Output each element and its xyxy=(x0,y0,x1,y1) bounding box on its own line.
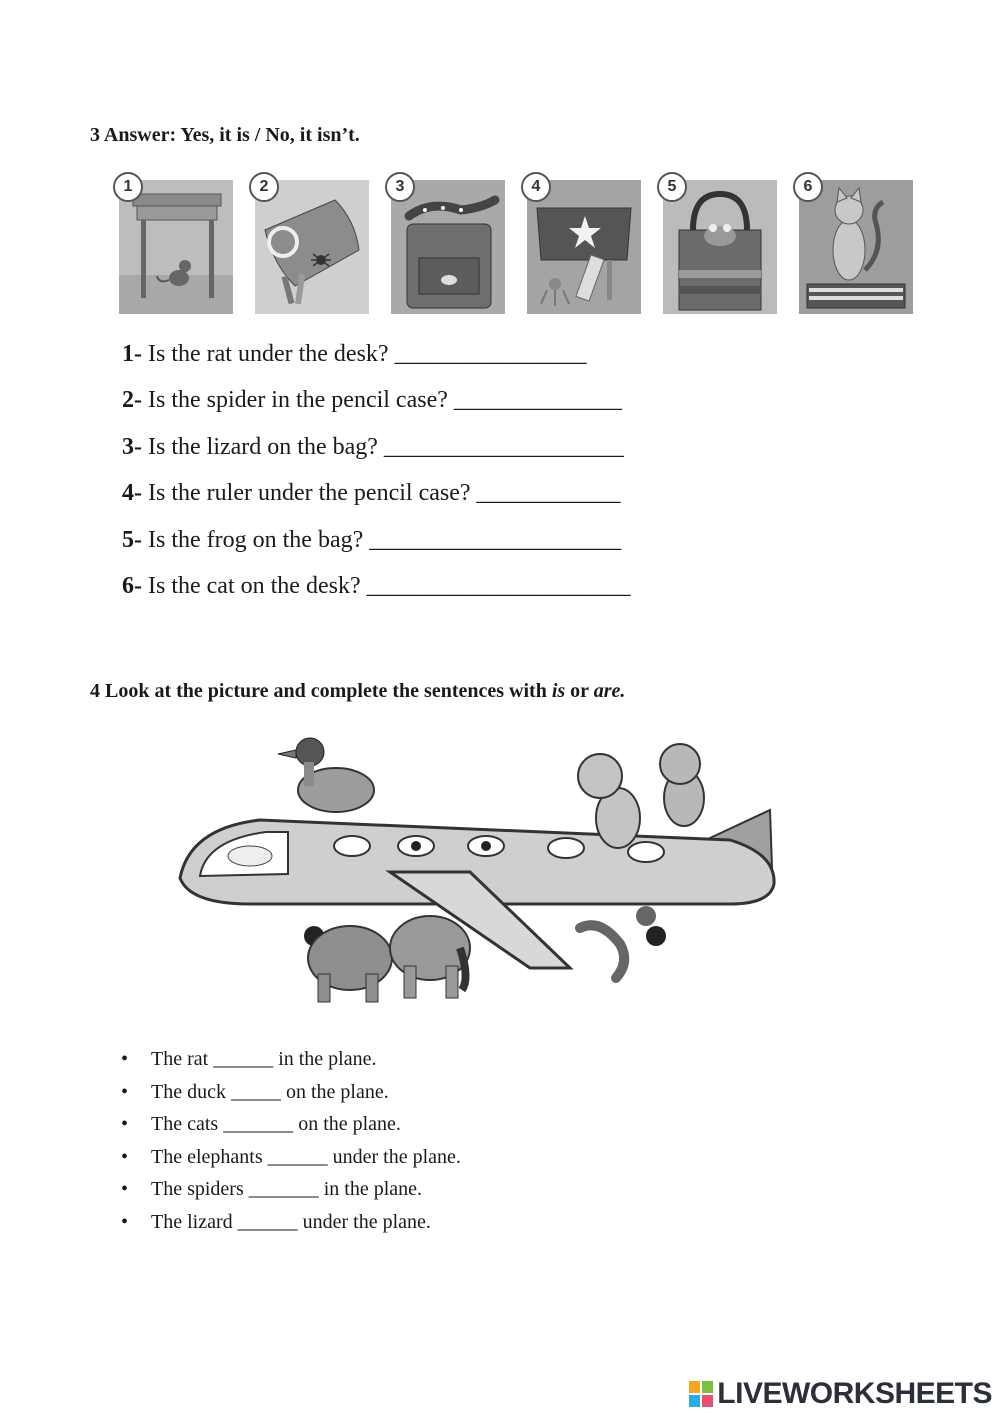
question-6: 6- Is the cat on the desk? ______________________ xyxy=(122,573,631,599)
question-5: 5- Is the frog on the bag? _____________________ xyxy=(122,527,622,553)
sentence-item: • The spiders _______ in the plane. xyxy=(121,1173,461,1206)
section-3-heading: 3 Answer: Yes, it is / No, it isn’t. xyxy=(90,124,360,146)
sentence-list xyxy=(121,1043,461,1239)
picture-1-rat-under-desk xyxy=(119,180,233,314)
picture-number: 4 xyxy=(521,172,551,202)
question-3: 3- Is the lizard on the bag? ____________________ xyxy=(122,434,624,460)
section-4-heading: 4 Look at the picture and complete the sentences with is or are. xyxy=(90,680,626,702)
sentence-item: • The cats _______ on the plane. xyxy=(121,1108,461,1141)
picture-6-cat-on-book xyxy=(799,180,913,314)
liveworksheets-logo xyxy=(689,1377,992,1411)
picture-number: 1 xyxy=(113,172,143,202)
picture-strip xyxy=(105,172,910,314)
picture-number: 5 xyxy=(657,172,687,202)
picture-number: 3 xyxy=(385,172,415,202)
picture-4-ruler-pencil-case xyxy=(527,180,641,314)
brand-name: LIVEWORKSHEETS xyxy=(717,1377,992,1410)
picture-5-frog-in-bag xyxy=(663,180,777,314)
question-4: 4- Is the ruler under the pencil case? ____________ xyxy=(122,480,621,506)
picture-3-lizard-on-bag xyxy=(391,180,505,314)
picture-2-spider-pencil-case xyxy=(255,180,369,314)
picture-number: 2 xyxy=(249,172,279,202)
liveworksheets-logo-icon xyxy=(689,1381,713,1407)
sentence-item: • The duck _____ on the plane. xyxy=(121,1076,461,1109)
plane-illustration xyxy=(170,728,790,1013)
picture-number: 6 xyxy=(793,172,823,202)
sentence-item: • The rat ______ in the plane. xyxy=(121,1043,461,1076)
question-2: 2- Is the spider in the pencil case? ______________ xyxy=(122,387,622,413)
sentence-item: • The elephants ______ under the plane. xyxy=(121,1141,461,1174)
sentence-item: • The lizard ______ under the plane. xyxy=(121,1206,461,1239)
question-1: 1- Is the rat under the desk? ________________ xyxy=(122,341,587,367)
